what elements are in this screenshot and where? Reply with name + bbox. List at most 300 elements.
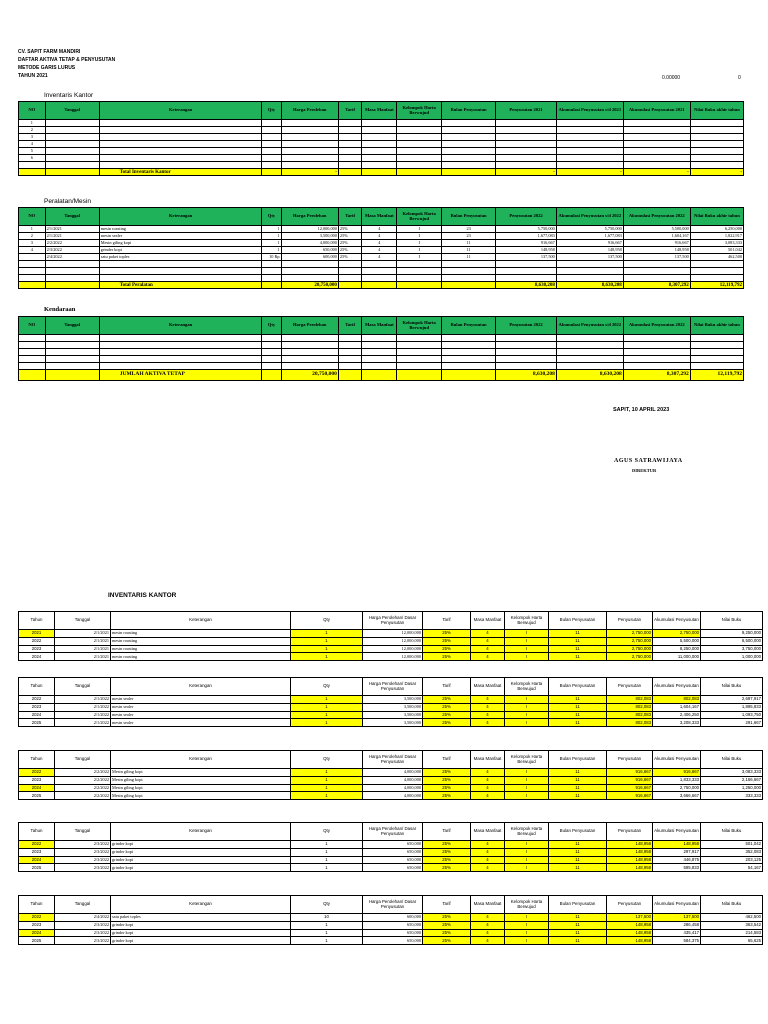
table-cell: 2/3/2022: [55, 921, 111, 929]
column-header: Nilai Buku: [701, 678, 763, 696]
schedule-table: [18, 895, 763, 945]
table-cell: I: [505, 848, 549, 856]
table-cell: 650,000: [363, 848, 423, 856]
column-header: Penyusutan: [607, 823, 653, 841]
table-cell: 3,750,000: [701, 645, 763, 653]
table-cell: [99, 141, 262, 148]
column-header: Tahun: [19, 751, 55, 769]
table-cell: 4: [471, 637, 505, 645]
table-cell: [338, 127, 361, 134]
table-cell: 3,500,000: [363, 711, 423, 719]
table-cell: 25%: [423, 848, 471, 856]
table-cell: 2,406,250: [653, 711, 701, 719]
kendaraan-table: [18, 316, 744, 381]
table-cell: [496, 127, 557, 134]
table-cell: [99, 275, 262, 282]
table-cell: [397, 155, 442, 162]
total-cell: [338, 282, 361, 289]
column-header: Masa Manfaat: [362, 317, 397, 335]
column-header: Harga Perolehan: [281, 208, 338, 226]
table-cell: [442, 275, 496, 282]
table-cell: 595,833: [653, 864, 701, 872]
table-cell: [442, 363, 496, 370]
table-cell: 2/3/2022: [55, 937, 111, 945]
table-cell: 1: [291, 776, 363, 784]
column-header: Harga Perolehan/ Dasar Penyusutan: [363, 751, 423, 769]
table-cell: [262, 134, 281, 141]
table-cell: [99, 349, 262, 356]
table-cell: 1,833,333: [653, 776, 701, 784]
header-value-2: 0: [738, 75, 741, 81]
column-header: Tanggal: [45, 102, 99, 120]
table-cell: 12,000,000: [281, 226, 338, 233]
table-cell: I: [505, 630, 549, 638]
table-cell: 2/1/2021: [55, 645, 111, 653]
total-cell: 12,119,792: [690, 370, 743, 381]
table-header-row: [19, 751, 763, 769]
column-header: Tanggal: [55, 751, 111, 769]
total-cell: [19, 169, 46, 176]
table-row: [19, 711, 763, 719]
table-cell: 25%: [423, 856, 471, 864]
table-cell: 4: [471, 719, 505, 727]
table-cell: 916,667: [496, 240, 557, 247]
column-header: Tanggal: [55, 612, 111, 630]
table-cell: 2024: [19, 653, 55, 661]
table-cell: [442, 261, 496, 268]
table-cell: I: [505, 856, 549, 864]
table-cell: mesin roasting: [111, 653, 291, 661]
table-cell: 916,667: [653, 769, 701, 777]
table-cell: [623, 127, 690, 134]
table-cell: satu paket toples: [99, 254, 262, 261]
table-cell: I: [505, 719, 549, 727]
table-row: [19, 141, 744, 148]
table-cell: 4: [362, 247, 397, 254]
table-cell: mesin roasting: [111, 645, 291, 653]
table-cell: [397, 349, 442, 356]
table-cell: 25%: [423, 769, 471, 777]
column-header: Nilai Buku akhir tahun: [690, 102, 743, 120]
table-cell: [338, 335, 361, 342]
table-cell: [281, 155, 338, 162]
table-cell: [45, 261, 99, 268]
table-cell: [262, 268, 281, 275]
table-cell: grinder kopi: [111, 864, 291, 872]
table-cell: [362, 141, 397, 148]
table-cell: 148,958: [607, 937, 653, 945]
table-cell: 4: [471, 784, 505, 792]
table-cell: [45, 275, 99, 282]
table-cell: [281, 349, 338, 356]
table-cell: I: [505, 769, 549, 777]
table-row: [19, 921, 763, 929]
table-row: [19, 696, 763, 704]
table-cell: I: [505, 696, 549, 704]
table-row: [19, 247, 744, 254]
total-cell: -: [281, 169, 338, 176]
table-cell: [496, 148, 557, 155]
table-cell: 1,604,167: [623, 233, 690, 240]
table-cell: 3,208,333: [653, 719, 701, 727]
table-cell: [362, 134, 397, 141]
table-cell: 4: [471, 937, 505, 945]
total-cell: [338, 370, 361, 381]
column-header: Akumulasi Penyusutan: [653, 896, 701, 914]
table-cell: 1: [291, 841, 363, 849]
table-row: [19, 226, 744, 233]
table-cell: [362, 268, 397, 275]
table-cell: [338, 363, 361, 370]
table-cell: 11: [549, 856, 607, 864]
table-cell: 12,000,000: [363, 630, 423, 638]
total-cell: [442, 370, 496, 381]
table-header-row: [19, 678, 763, 696]
total-cell: [397, 370, 442, 381]
table-cell: 4: [471, 864, 505, 872]
table-cell: I: [505, 921, 549, 929]
table-cell: [99, 162, 262, 169]
table-cell: 2/3/2022: [55, 841, 111, 849]
table-row: [19, 363, 744, 370]
table-row: [19, 653, 763, 661]
table-cell: mesin roasting: [111, 637, 291, 645]
table-cell: 802,083: [607, 703, 653, 711]
table-cell: I: [505, 937, 549, 945]
table-cell: 501,042: [690, 247, 743, 254]
table-cell: 1,677,083: [496, 233, 557, 240]
table-cell: 3,500,000: [281, 233, 338, 240]
table-cell: 2022: [19, 841, 55, 849]
table-row: [19, 937, 763, 945]
table-cell: 916,667: [623, 240, 690, 247]
table-cell: 4: [471, 914, 505, 922]
table-cell: [262, 349, 281, 356]
table-cell: 11: [549, 719, 607, 727]
table-cell: 4,000,000: [363, 769, 423, 777]
table-cell: I: [397, 226, 442, 233]
column-header: Penyusutan: [607, 896, 653, 914]
table-cell: 1: [291, 864, 363, 872]
table-cell: [99, 261, 262, 268]
table-cell: 4,000,000: [281, 240, 338, 247]
table-cell: 3,500,000: [363, 719, 423, 727]
column-header: Kelompok Harta Berwujud: [397, 102, 442, 120]
table-cell: mesin sealer: [111, 703, 291, 711]
table-cell: [99, 335, 262, 342]
column-header: Penyusutan: [607, 678, 653, 696]
table-cell: 1: [19, 120, 46, 127]
total-cell: 12,119,792: [690, 282, 743, 289]
table-cell: 1,250,000: [701, 784, 763, 792]
table-cell: [45, 335, 99, 342]
total-label: Total Peralatan: [99, 282, 262, 289]
table-cell: [623, 148, 690, 155]
table-cell: 2022: [19, 769, 55, 777]
column-header: Tahun: [19, 612, 55, 630]
table-cell: 916,667: [607, 776, 653, 784]
table-cell: [99, 148, 262, 155]
table-cell: 25%: [423, 711, 471, 719]
table-cell: 25%: [423, 929, 471, 937]
total-cell: -: [623, 169, 690, 176]
table-cell: 11: [549, 645, 607, 653]
table-cell: mesin sealer: [111, 719, 291, 727]
table-cell: [397, 356, 442, 363]
table-cell: 214,583: [701, 929, 763, 937]
table-cell: 501,042: [701, 841, 763, 849]
table-cell: [397, 342, 442, 349]
table-row: [19, 134, 744, 141]
table-cell: [281, 275, 338, 282]
table-cell: [442, 134, 496, 141]
column-header: Keterangan: [111, 678, 291, 696]
table-cell: 2023: [19, 921, 55, 929]
table-cell: 4: [362, 226, 397, 233]
table-cell: [262, 363, 281, 370]
table-cell: 148,958: [653, 841, 701, 849]
table-cell: grinder kopi: [111, 929, 291, 937]
column-header: Penyusutan: [607, 612, 653, 630]
table-cell: I: [397, 254, 442, 261]
table-cell: 650,000: [363, 856, 423, 864]
table-cell: 11: [549, 769, 607, 777]
table-cell: 3,083,333: [690, 240, 743, 247]
column-header: Akumulasi Penyusutan 2022: [623, 208, 690, 226]
table-cell: [45, 127, 99, 134]
table-cell: [362, 335, 397, 342]
table-cell: 2021: [19, 630, 55, 638]
table-cell: 2/1/2021: [55, 630, 111, 638]
table-cell: [338, 120, 361, 127]
table-cell: [281, 134, 338, 141]
table-cell: 9,250,000: [701, 630, 763, 638]
table-cell: 650,000: [281, 247, 338, 254]
table-cell: [338, 261, 361, 268]
table-cell: 2024: [19, 856, 55, 864]
table-cell: [362, 342, 397, 349]
table-cell: 148,958: [607, 929, 653, 937]
table-cell: 2/1/2021: [55, 653, 111, 661]
table-cell: [690, 349, 743, 356]
table-cell: 137,500: [496, 254, 557, 261]
table-row: [19, 349, 744, 356]
table-cell: [45, 141, 99, 148]
table-cell: [623, 155, 690, 162]
total-cell: 8,630,208: [496, 282, 557, 289]
column-header: Kelompok Harta Berwujud: [505, 678, 549, 696]
table-cell: 4: [471, 792, 505, 800]
total-cell: -: [496, 169, 557, 176]
table-cell: 1: [291, 719, 363, 727]
table-cell: 650,000: [363, 937, 423, 945]
table-cell: [99, 120, 262, 127]
table-cell: 4: [471, 776, 505, 784]
table-cell: [281, 162, 338, 169]
column-header: NO: [19, 102, 46, 120]
table-cell: I: [505, 645, 549, 653]
table-cell: 2023: [19, 776, 55, 784]
column-header: Nilai Buku akhir tahun: [690, 317, 743, 335]
column-header: Akumulasi Penyusutan s/d 2022: [556, 317, 623, 335]
table-row: [19, 929, 763, 937]
table-cell: 8,250,000: [653, 645, 701, 653]
table-cell: Mesin giling kopi: [111, 776, 291, 784]
column-header: Keterangan: [111, 823, 291, 841]
column-header: NO: [19, 208, 46, 226]
table-cell: 25%: [338, 254, 361, 261]
table-cell: 1: [291, 856, 363, 864]
table-cell: I: [505, 637, 549, 645]
column-header: Masa Manfaat: [471, 751, 505, 769]
table-cell: 2/2/2022: [45, 240, 99, 247]
table-cell: 4: [471, 841, 505, 849]
table-cell: [442, 155, 496, 162]
total-row: [19, 370, 744, 381]
column-header: Bulan Penyusutan: [442, 317, 496, 335]
table-cell: 916,667: [607, 769, 653, 777]
column-header: Tarif: [338, 102, 361, 120]
table-cell: 4,000,000: [363, 776, 423, 784]
table-cell: [496, 356, 557, 363]
table-cell: 3,666,667: [653, 792, 701, 800]
signature-place-date: SAPIT, 10 APRIL 2023: [613, 407, 670, 413]
table-cell: [623, 261, 690, 268]
table-cell: [690, 127, 743, 134]
table-cell: [690, 148, 743, 155]
table-cell: 148,958: [556, 247, 623, 254]
table-cell: 2024: [19, 929, 55, 937]
column-header: Penyusutan 2021: [496, 102, 557, 120]
table-cell: [442, 335, 496, 342]
table-cell: 25%: [423, 914, 471, 922]
table-cell: 11: [442, 247, 496, 254]
table-cell: 2/2/2022: [55, 792, 111, 800]
table-cell: 6: [19, 155, 46, 162]
column-header: Bulan Penyusutan: [442, 102, 496, 120]
table-cell: [281, 127, 338, 134]
column-header: Masa Manfaat: [471, 678, 505, 696]
column-header: Keterangan: [99, 208, 262, 226]
table-cell: 3,083,333: [701, 769, 763, 777]
table-cell: 4: [471, 630, 505, 638]
table-cell: 12,000,000: [363, 637, 423, 645]
table-cell: 25%: [423, 921, 471, 929]
table-cell: [262, 162, 281, 169]
table-cell: 25%: [423, 719, 471, 727]
table-cell: [281, 141, 338, 148]
table-cell: [690, 162, 743, 169]
table-cell: [99, 342, 262, 349]
table-cell: [45, 363, 99, 370]
table-cell: [338, 356, 361, 363]
table-cell: [556, 148, 623, 155]
table-cell: 650,000: [363, 921, 423, 929]
table-cell: [690, 275, 743, 282]
table-cell: 2,750,000: [607, 630, 653, 638]
column-header: Masa Manfaat: [471, 823, 505, 841]
table-cell: 1: [291, 848, 363, 856]
table-cell: 5,500,000: [653, 637, 701, 645]
table-cell: 2/1/2022: [55, 703, 111, 711]
table-cell: [19, 335, 46, 342]
table-cell: 2/1/2021: [45, 226, 99, 233]
table-cell: grinder kopi: [111, 856, 291, 864]
table-row: [19, 769, 763, 777]
table-cell: 2: [19, 127, 46, 134]
table-cell: 2/1/2021: [45, 233, 99, 240]
column-header: Tahun: [19, 678, 55, 696]
table-cell: grinder kopi: [111, 841, 291, 849]
table-cell: 23: [442, 233, 496, 240]
column-header: Bulan Penyusutan: [549, 823, 607, 841]
table-cell: 650,000: [363, 841, 423, 849]
table-cell: 25%: [423, 653, 471, 661]
column-header: Masa Manfaat: [471, 612, 505, 630]
column-header: Masa Manfaat: [362, 208, 397, 226]
table-cell: 462,500: [690, 254, 743, 261]
table-cell: [556, 141, 623, 148]
table-cell: I: [505, 703, 549, 711]
table-cell: 65,625: [701, 937, 763, 945]
table-cell: 2,750,000: [653, 784, 701, 792]
table-cell: [397, 134, 442, 141]
table-cell: [397, 261, 442, 268]
table-cell: [556, 342, 623, 349]
total-cell: [362, 169, 397, 176]
column-header: Tanggal: [45, 208, 99, 226]
total-cell: [442, 282, 496, 289]
table-cell: 23: [442, 226, 496, 233]
table-cell: 11: [549, 864, 607, 872]
schedule-table: [18, 611, 763, 661]
column-header: Bulan Penyusutan: [549, 678, 607, 696]
table-cell: 4,000,000: [363, 792, 423, 800]
table-cell: [623, 141, 690, 148]
table-cell: 1: [291, 769, 363, 777]
table-cell: [262, 155, 281, 162]
table-row: [19, 254, 744, 261]
table-cell: 11: [549, 696, 607, 704]
table-cell: 148,958: [623, 247, 690, 254]
table-cell: [262, 141, 281, 148]
table-cell: [281, 363, 338, 370]
total-cell: [262, 370, 281, 381]
table-cell: 4: [19, 141, 46, 148]
table-cell: I: [397, 247, 442, 254]
table-cell: 4: [471, 921, 505, 929]
table-cell: [19, 254, 46, 261]
table-cell: 462,500: [701, 914, 763, 922]
table-cell: 1,677,083: [556, 233, 623, 240]
table-cell: 11: [549, 841, 607, 849]
table-row: [19, 261, 744, 268]
section-kendaraan-label: Kendaraan: [44, 306, 76, 313]
table-cell: [397, 127, 442, 134]
document-title: DAFTAR AKTIVA TETAP & PENYUSUTAN: [18, 57, 116, 63]
table-cell: I: [397, 233, 442, 240]
column-header: Keterangan: [111, 751, 291, 769]
header-value-1: 0.00000: [662, 75, 681, 81]
table-cell: 1: [291, 703, 363, 711]
table-cell: [281, 342, 338, 349]
table-cell: [623, 356, 690, 363]
table-cell: [690, 356, 743, 363]
table-cell: 4: [471, 856, 505, 864]
table-cell: 11: [549, 711, 607, 719]
column-header: Harga Perolehan/ Dasar Penyusutan: [363, 612, 423, 630]
column-header: Kelompok Harta Berwujud: [397, 208, 442, 226]
